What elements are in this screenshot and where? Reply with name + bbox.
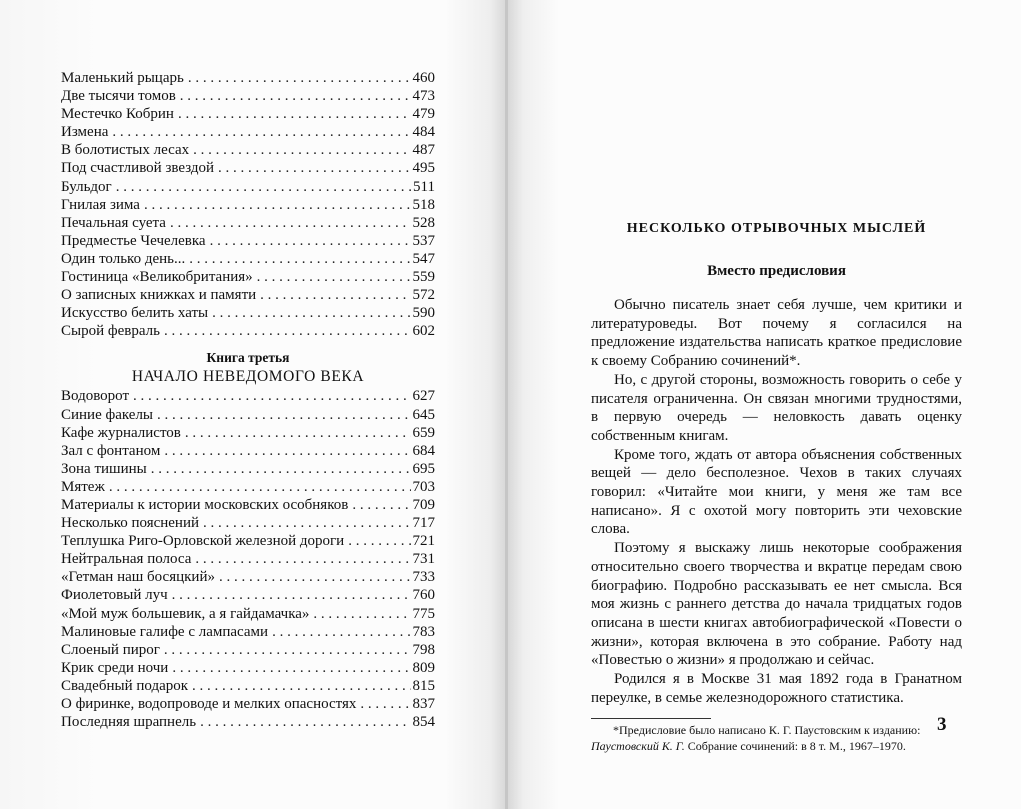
toc-entry-page: 572 [412, 287, 435, 304]
toc-entry [61, 178, 435, 196]
preface-body [591, 296, 962, 707]
toc-entry [61, 460, 435, 478]
dot-leader [212, 304, 410, 322]
dot-leader [189, 250, 410, 268]
dot-leader [348, 532, 410, 550]
toc-entry-title: «Мой муж большевик, а я гайдамачка» [61, 605, 310, 622]
dot-leader [192, 677, 410, 695]
paragraph: Родился я в Москве 31 мая 1892 года в Гранатном переулке, в семье железнодорожного статистика. [591, 671, 962, 706]
left-page [0, 0, 505, 809]
toc-entry [61, 424, 435, 442]
toc-entry [61, 677, 435, 695]
toc-entry-page: 484 [412, 124, 435, 141]
toc-entry-title: Один только день... [61, 250, 186, 267]
dot-leader [172, 586, 411, 604]
toc-entry [61, 87, 435, 105]
toc-entry-title: Теплушка Риго-Орловской железной дороги [61, 533, 345, 550]
dot-leader [144, 196, 411, 214]
toc-entry [61, 105, 435, 123]
toc-entry [61, 123, 435, 141]
toc-entry-page: 602 [412, 323, 435, 340]
toc-entry-page: 798 [412, 641, 435, 658]
right-page [508, 0, 1021, 809]
toc-entry-title: Предместье Чечелевка [61, 232, 206, 249]
toc-entry [61, 442, 435, 460]
toc-entry [61, 69, 435, 87]
toc-entry-title: «Гетман наш босяцкий» [61, 569, 215, 586]
toc-entry-title: Крик среди ночи [61, 659, 169, 676]
dot-leader [178, 105, 411, 123]
dot-leader [109, 478, 411, 496]
toc-entry [61, 250, 435, 268]
toc-entry [61, 586, 435, 604]
dot-leader [260, 286, 410, 304]
toc-entry-title: Две тысячи томов [61, 88, 176, 105]
toc-entry [61, 141, 435, 159]
toc-entry-title: Гостиница «Великобритания» [61, 269, 253, 286]
toc-entry [61, 478, 435, 496]
toc-entry-title: Водоворот [61, 388, 130, 405]
toc-entry-page: 645 [412, 406, 435, 423]
section-title: НАЧАЛО НЕВЕДОМОГО ВЕКА [131, 368, 365, 386]
preface [591, 219, 962, 754]
toc-entry-page: 815 [412, 677, 435, 694]
dot-leader [180, 87, 411, 105]
toc-entry-page: 479 [412, 106, 435, 123]
toc-entry [61, 406, 435, 424]
toc-entry-title: Сырой февраль [61, 323, 160, 340]
dot-leader [193, 141, 410, 159]
toc-entry-page: 775 [412, 605, 435, 622]
toc-entry-title: Бульдог [61, 178, 112, 195]
toc-entry [61, 605, 435, 623]
toc-entry-page: 733 [412, 569, 435, 586]
footnote-intro: *Предисловие было написано К. Г. Паустовским к изданию: [613, 723, 921, 738]
dot-leader [112, 123, 410, 141]
dot-leader [151, 460, 411, 478]
dot-leader [164, 442, 410, 460]
toc-entry-title: Искусство белить хаты [61, 305, 209, 322]
toc-entry [61, 322, 435, 340]
toc-entry-title: Свадебный подарок [61, 677, 189, 694]
toc-entry [61, 568, 435, 586]
toc-entry-title: Фиолетовый луч [61, 587, 168, 604]
toc-entries-group [61, 69, 435, 340]
dot-leader [195, 550, 410, 568]
footnote [591, 722, 962, 754]
toc-entry-page: 783 [412, 623, 435, 640]
toc-entry-title: Кафе журналистов [61, 424, 181, 441]
toc-entry-page: 809 [412, 659, 435, 676]
toc-entry-page: 528 [412, 214, 435, 231]
toc-entry-page: 731 [412, 551, 435, 568]
dot-leader [313, 605, 410, 623]
paragraph: Обычно писатель знает себя лучше, чем критики и литературоведы. Вот почему я согласился на предложение издательства написать краткое предисловие к своему Собранию сочинений*. [591, 297, 962, 370]
dot-leader [272, 623, 410, 641]
toc-entry-page: 460 [412, 70, 435, 86]
dot-leader [360, 695, 410, 713]
toc-entry [61, 659, 435, 677]
dot-leader [203, 514, 410, 532]
preface-title: НЕСКОЛЬКО ОТРЫВОЧНЫХ МЫСЛЕЙ [626, 221, 927, 236]
toc-entry-page: 709 [412, 496, 435, 513]
toc-entry-title: О записных книжках и памяти [61, 287, 257, 304]
dot-leader [185, 424, 411, 442]
toc-entry-page: 487 [412, 142, 435, 159]
toc-entry [61, 159, 435, 177]
book-label: Книга третья [206, 350, 290, 366]
toc-entry-page: 703 [412, 478, 435, 495]
toc-entry-title: Печальная суета [61, 214, 166, 231]
toc-entry-title: Слоеный пирог [61, 641, 160, 658]
toc-entry-title: О фиринке, водопроводе и мелких опасностях [61, 696, 357, 712]
paragraph: Кроме того, ждать от автора объяснения собственных вещей — дело бесполезное. Чехов в таких случаях говорил: «Читайте мои книги, у меня же там все написано». Я с охотой могу повторить эти чеховские слова. [591, 446, 962, 538]
toc-entry-page: 537 [412, 232, 435, 249]
toc-entry-page: 837 [412, 696, 435, 712]
toc-entry-title: Материалы к истории московских особняков [61, 496, 349, 513]
toc-entry [61, 550, 435, 568]
toc-entry [61, 532, 435, 550]
toc-entry-page: 717 [412, 515, 435, 532]
toc-entry [61, 387, 435, 405]
toc-section-entries-group [61, 387, 435, 731]
toc-entry [61, 641, 435, 659]
toc-entry [61, 695, 435, 713]
dot-leader [218, 159, 410, 177]
toc-entry-title: Измена [61, 124, 109, 141]
dot-leader [164, 641, 411, 659]
dot-leader [172, 659, 410, 677]
toc-entry-page: 547 [412, 250, 435, 267]
dot-leader [116, 178, 411, 196]
table-of-contents [61, 69, 435, 731]
toc-entry-title: Последняя шрапнель [61, 714, 197, 731]
toc-entry [61, 196, 435, 214]
dot-leader [157, 406, 410, 424]
toc-entry [61, 514, 435, 532]
toc-entry [61, 214, 435, 232]
toc-entry [61, 623, 435, 641]
toc-entry-title: Под счастливой звездой [61, 160, 215, 177]
toc-entry-title: Синие факелы [61, 406, 154, 423]
dot-leader [133, 387, 410, 405]
toc-entry-title: Нейтральная полоса [61, 551, 192, 568]
paragraph: Поэтому я выскажу лишь некоторые соображения относительно своего творчества и вкратце передам свою биографию. Подробно рассказывать ее нет смысла. Вся моя жизнь с раннего детства до начала тридцатых годов описана в шести книгах автобиографической «Повести о жизни», которая включена в это собрание. Работу над «Повестью о жизни» я продолжаю и сейчас. [591, 540, 962, 669]
toc-entry-page: 627 [412, 388, 435, 405]
toc-entry-page: 590 [412, 305, 435, 322]
toc-entry-title: Гнилая зима [61, 196, 140, 213]
dot-leader [200, 713, 410, 731]
toc-entry-page: 518 [412, 196, 435, 213]
dot-leader [170, 214, 411, 232]
toc-entry-page: 659 [412, 424, 435, 441]
footnote-divider [591, 718, 711, 719]
toc-entry-page: 473 [412, 88, 435, 105]
toc-entry-title: Малиновые галифе с лампасами [61, 623, 269, 640]
toc-entry-title: Маленький рыцарь [61, 70, 184, 86]
preface-subtitle: Вместо предисловия [707, 263, 846, 279]
toc-entry [61, 304, 435, 322]
toc-entry-page: 760 [412, 587, 435, 604]
toc-entry-page: 695 [412, 460, 435, 477]
toc-entry-page: 511 [413, 178, 435, 195]
toc-entry [61, 268, 435, 286]
dot-leader [210, 232, 411, 250]
toc-entry [61, 232, 435, 250]
dot-leader [188, 69, 411, 87]
toc-entry [61, 713, 435, 731]
toc-entry-page: 559 [412, 269, 435, 286]
paragraph: Но, с другой стороны, возможность говорить о себе у писателя ограниченна. Он связан многими трудностями, в первую очередь — неловкость давать оценку собственным книгам. [591, 371, 962, 444]
toc-entry-title: В болотистых лесах [61, 142, 190, 159]
dot-leader [352, 496, 410, 514]
book-three-heading [61, 349, 435, 387]
toc-entry-title: Зал с фонтаном [61, 442, 161, 459]
toc-entry-page: 684 [412, 442, 435, 459]
toc-entry-page: 495 [412, 160, 435, 177]
page-number: 3 [937, 714, 947, 735]
toc-entry-title: Несколько пояснений [61, 515, 200, 532]
toc-entry [61, 286, 435, 304]
toc-entry-title: Местечко Кобрин [61, 106, 174, 123]
toc-entry-page: 721 [412, 533, 435, 550]
toc-entry-title: Зона тишины [61, 460, 147, 477]
dot-leader [164, 322, 411, 340]
toc-entry-title: Мятеж [61, 478, 105, 495]
dot-leader [257, 268, 411, 286]
footnote-reference: Собрание сочинений: в 8 т. М., 1967–1970. [684, 739, 906, 754]
footnote-author: Паустовский К. Г. [591, 739, 685, 754]
dot-leader [219, 568, 411, 586]
toc-entry [61, 496, 435, 514]
toc-entry-page: 854 [412, 714, 435, 731]
